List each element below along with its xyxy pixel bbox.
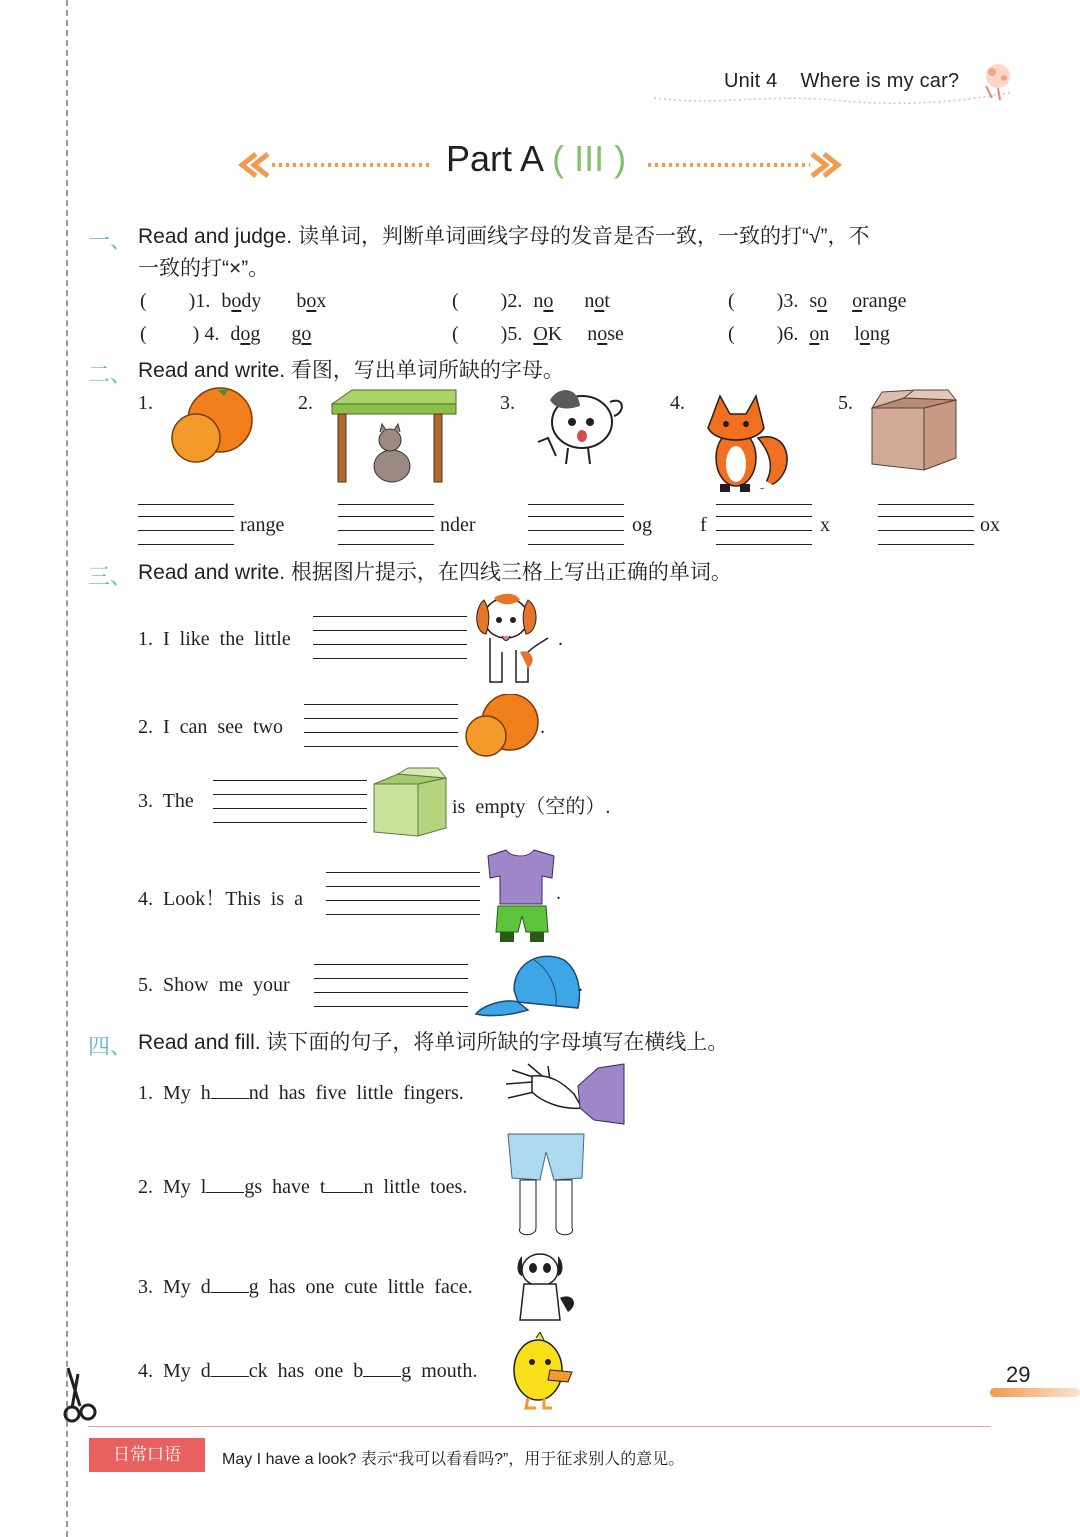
sec3-period-5: . — [578, 974, 583, 996]
section-3-number: 三、 — [88, 565, 133, 590]
fill-blank[interactable] — [211, 1082, 249, 1099]
writing-lines-1[interactable] — [138, 504, 234, 546]
word-suffix-x: x — [820, 514, 830, 536]
unit-number: Unit 4 — [724, 70, 778, 92]
section-1-heading: Read and judge. 读单词，判断单词画线字母的发音是否一致，一致的打“√”，不 — [138, 225, 870, 248]
sec3-period-1: . — [558, 628, 563, 650]
word-suffix-range: range — [240, 514, 285, 536]
judge-item-5: ( )5. OK nose — [452, 323, 624, 345]
footer-tip: May I have a look? 表示“我可以看看吗?”，用于征求别人的意见。 — [222, 1451, 685, 1468]
page-number: 29 — [1006, 1362, 1031, 1387]
fox-icon — [698, 388, 798, 496]
footer-tag: 日常口语 — [89, 1438, 205, 1472]
writing-lines-3[interactable] — [528, 504, 624, 546]
dog-icon — [528, 386, 630, 468]
oranges-icon — [462, 694, 542, 758]
word-prefix-f: f — [700, 514, 707, 536]
writing-lines-4[interactable] — [716, 504, 812, 546]
orange-icon — [166, 386, 258, 464]
sec2-item-5-number: 5. — [838, 392, 853, 414]
judge-item-3: ( )3. so orange — [728, 290, 907, 312]
sec4-sentence-4: 4. My d ck has one b g mouth. — [138, 1360, 478, 1382]
judge-item-6: ( )6. on long — [728, 323, 890, 345]
section-3-heading: Read and write. 根据图片提示，在四线三格上写出正确的单词。 — [138, 561, 732, 584]
outfit-icon — [486, 846, 560, 944]
table-with-cat-icon — [328, 386, 460, 486]
sec3-after-3: is empty（空的）. — [452, 796, 611, 818]
sec3-sentence-5: 5. Show me your — [138, 974, 290, 996]
section-2-number: 二、 — [88, 363, 133, 388]
sec3-writing-lines-3[interactable] — [213, 780, 367, 824]
sec4-sentence-2: 2. My l gs have t n little toes. — [138, 1176, 468, 1198]
section-4-number: 四、 — [88, 1035, 133, 1060]
sec3-writing-lines-4[interactable] — [326, 872, 480, 916]
header-decoration — [652, 58, 1022, 114]
sec3-period-4: . — [556, 882, 561, 904]
sec2-item-4-number: 4. — [670, 392, 685, 414]
sec3-writing-lines-5[interactable] — [314, 964, 468, 1008]
fill-blank[interactable] — [211, 1276, 249, 1293]
part-title: Part A ( III ) — [446, 138, 627, 179]
sec3-sentence-1: 1. I like the little — [138, 628, 291, 650]
sec3-sentence-2: 2. I can see two — [138, 716, 283, 738]
part-roman: ( III ) — [552, 138, 627, 179]
sec3-writing-lines-2[interactable] — [304, 704, 458, 748]
legs-icon — [506, 1132, 586, 1242]
sec2-item-2-number: 2. — [298, 392, 313, 414]
writing-lines-2[interactable] — [338, 504, 434, 546]
sec3-sentence-4: 4. Look！This is a — [138, 888, 303, 910]
judge-item-4: ( ) 4. dog go — [140, 323, 312, 345]
sec2-item-3-number: 3. — [500, 392, 515, 414]
page-number-bar — [990, 1388, 1080, 1397]
sec4-sentence-1: 1. My h nd has five little fingers. — [138, 1082, 464, 1104]
puppy-icon — [472, 592, 562, 688]
sec3-sentence-3: 3. The — [138, 790, 194, 812]
hand-icon — [502, 1062, 626, 1126]
box-icon — [868, 388, 962, 474]
fill-blank[interactable] — [211, 1360, 249, 1377]
section-2-heading: Read and write. 看图，写出单词所缺的字母。 — [138, 359, 564, 382]
sec3-writing-lines-1[interactable] — [313, 616, 467, 660]
sec4-sentence-3: 3. My d g has one cute little face. — [138, 1276, 473, 1298]
word-suffix-nder: nder — [440, 514, 476, 536]
section-4-heading: Read and fill. 读下面的句子，将单词所缺的字母填写在横线上。 — [138, 1031, 729, 1054]
fill-blank[interactable] — [206, 1176, 244, 1193]
green-box-icon — [372, 766, 450, 838]
footer-divider — [88, 1426, 991, 1427]
writing-lines-5[interactable] — [878, 504, 974, 546]
judge-item-2: ( )2. no not — [452, 290, 610, 312]
section-1-number: 一、 — [88, 229, 133, 254]
cut-line — [66, 0, 68, 1537]
cap-icon — [474, 950, 582, 1022]
word-suffix-og: og — [632, 514, 652, 536]
panda-dog-icon — [510, 1248, 584, 1324]
section-1-heading-cont: 一致的打“×”。 — [138, 257, 270, 280]
fill-blank[interactable] — [363, 1360, 401, 1377]
judge-item-1: ( )1. body box — [140, 290, 327, 312]
sec3-period-2: . — [540, 716, 545, 738]
unit-title: Where is my car? — [800, 70, 960, 92]
duck-icon — [512, 1332, 576, 1412]
scissors-icon — [60, 1366, 104, 1426]
word-suffix-ox: ox — [980, 514, 1000, 536]
sec2-item-1-number: 1. — [138, 392, 153, 414]
fill-blank[interactable] — [325, 1176, 363, 1193]
